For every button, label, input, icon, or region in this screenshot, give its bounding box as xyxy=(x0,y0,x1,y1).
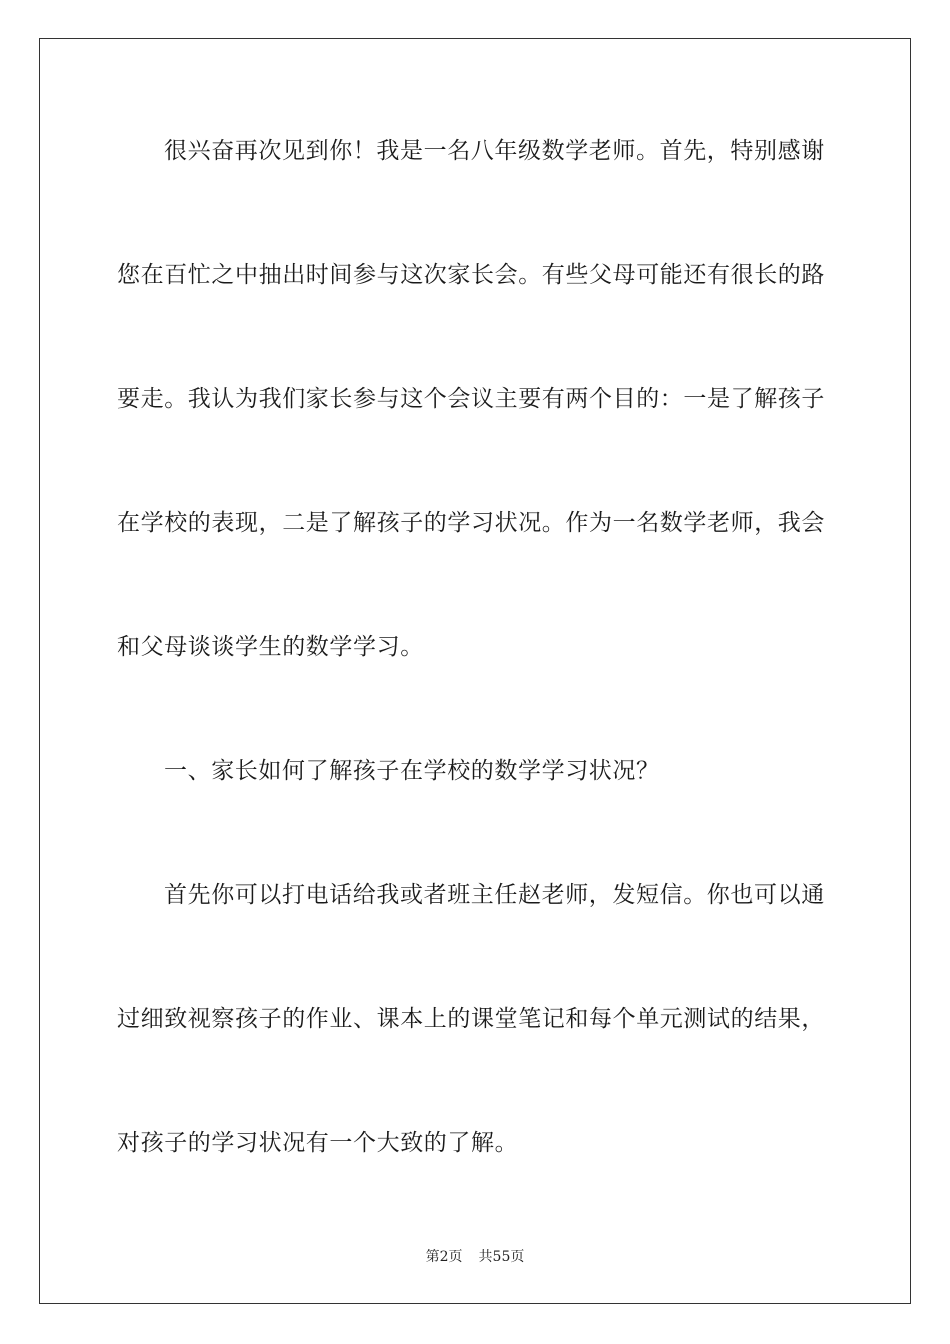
paragraph-2-line-2: 过细致视察孩子的作业、课本上的课堂笔记和每个单元测试的结果， xyxy=(117,1006,825,1032)
paragraph-1-line-3: 要走。我认为我们家长参与这个会议主要有两个目的：一是了解孩子 xyxy=(117,386,825,412)
paragraph-1-line-1: 很兴奋再次见到你！我是一名八年级数学老师。首先，特别感谢 xyxy=(164,138,825,164)
paragraph-1-line-5: 和父母谈谈学生的数学学习。 xyxy=(117,634,424,660)
page-total: 共55页 xyxy=(478,1249,525,1265)
page-number: 第2页 xyxy=(425,1249,463,1265)
paragraph-1-line-2: 您在百忙之中抽出时间参与这次家长会。有些父母可能还有很长的路 xyxy=(117,262,825,288)
paragraph-2-line-1: 首先你可以打电话给我或者班主任赵老师，发短信。你也可以通 xyxy=(164,882,825,908)
paragraph-2-line-3: 对孩子的学习状况有一个大致的了解。 xyxy=(117,1130,519,1156)
paragraph-1-line-4: 在学校的表现，二是了解孩子的学习状况。作为一名数学老师，我会 xyxy=(117,510,825,536)
section-heading: 一、家长如何了解孩子在学校的数学学习状况？ xyxy=(164,758,660,784)
page-footer xyxy=(0,1246,950,1266)
page-frame xyxy=(39,38,911,1304)
